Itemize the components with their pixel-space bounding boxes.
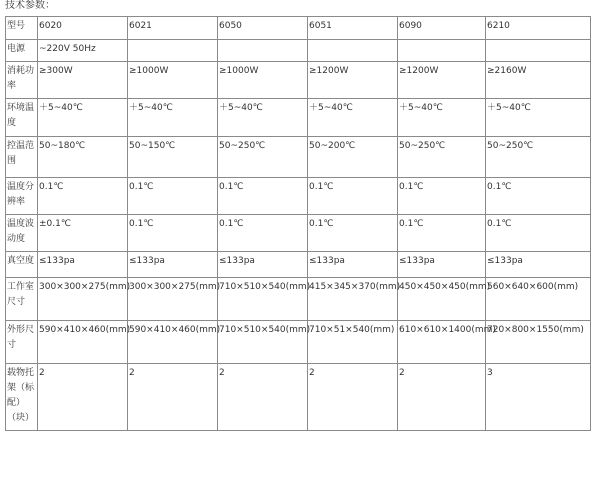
- row-label: 温度分辨率: [6, 178, 38, 215]
- table-row: [6, 99, 591, 137]
- table-cell: 6020: [38, 17, 128, 40]
- table-cell: 720×800×1550(mm): [486, 321, 591, 364]
- row-label: 环境温度: [6, 99, 38, 137]
- table-cell: 300×300×275(mm): [38, 278, 128, 321]
- table-row: [6, 178, 591, 215]
- table-cell: 450×450×450(mm): [398, 278, 486, 321]
- table-cell: 0.1℃: [308, 215, 398, 252]
- table-cell: ＋5~40℃: [308, 99, 398, 137]
- table-cell: [218, 40, 308, 62]
- table-cell: 2: [128, 364, 218, 431]
- table-cell: 0.1℃: [218, 178, 308, 215]
- row-label: 控温范围: [6, 137, 38, 178]
- table-cell: 0.1℃: [218, 215, 308, 252]
- table-row: [6, 62, 591, 99]
- table-cell: 2: [308, 364, 398, 431]
- table-cell: ≤133pa: [218, 252, 308, 278]
- table-cell: ≤133pa: [128, 252, 218, 278]
- table-cell: 590×410×460(mm): [128, 321, 218, 364]
- table-cell: 0.1℃: [38, 178, 128, 215]
- table-row: [6, 321, 591, 364]
- table-row: [6, 252, 591, 278]
- table-cell: 50~200℃: [308, 137, 398, 178]
- table-cell: 2: [218, 364, 308, 431]
- table-cell: ＋5~40℃: [128, 99, 218, 137]
- row-label: 真空度: [6, 252, 38, 278]
- table-cell: ~220V 50Hz: [38, 40, 128, 62]
- table-cell: 50~250℃: [486, 137, 591, 178]
- table-cell: ≤133pa: [38, 252, 128, 278]
- table-cell: ≥2160W: [486, 62, 591, 99]
- row-label: 温度波动度: [6, 215, 38, 252]
- table-cell: ≥1000W: [128, 62, 218, 99]
- table-cell: 0.1℃: [128, 178, 218, 215]
- table-cell: [308, 40, 398, 62]
- table-cell: 3: [486, 364, 591, 431]
- table-cell: 710×510×540(mm): [218, 278, 308, 321]
- spec-table: [5, 16, 591, 431]
- table-row: [6, 215, 591, 252]
- row-label: 载物托架（标配）（块）: [6, 364, 38, 431]
- row-label: 型号: [6, 17, 38, 40]
- table-cell: 50~180℃: [38, 137, 128, 178]
- row-label: 消耗功率: [6, 62, 38, 99]
- table-cell: ≥1200W: [308, 62, 398, 99]
- table-cell: 0.1℃: [486, 178, 591, 215]
- table-cell: 0.1℃: [308, 178, 398, 215]
- spec-table-body: [6, 17, 591, 431]
- table-cell: ≥1000W: [218, 62, 308, 99]
- table-cell: 6051: [308, 17, 398, 40]
- table-cell: 2: [398, 364, 486, 431]
- table-cell: 0.1℃: [128, 215, 218, 252]
- table-cell: ＋5~40℃: [218, 99, 308, 137]
- row-label: 电源: [6, 40, 38, 62]
- table-row: [6, 364, 591, 431]
- table-cell: 710×51×540(mm): [308, 321, 398, 364]
- table-cell: 710×510×540(mm): [218, 321, 308, 364]
- table-cell: [486, 40, 591, 62]
- table-row: [6, 278, 591, 321]
- table-cell: 6210: [486, 17, 591, 40]
- table-cell: ＋5~40℃: [38, 99, 128, 137]
- table-row: [6, 137, 591, 178]
- table-cell: ＋5~40℃: [486, 99, 591, 137]
- table-row: [6, 17, 591, 40]
- row-label: 外形尺寸: [6, 321, 38, 364]
- table-cell: ±0.1℃: [38, 215, 128, 252]
- table-cell: 0.1℃: [398, 178, 486, 215]
- section-heading: 技术参数：: [5, 0, 55, 11]
- table-cell: 560×640×600(mm): [486, 278, 591, 321]
- table-cell: ≤133pa: [308, 252, 398, 278]
- table-cell: 0.1℃: [486, 215, 591, 252]
- table-cell: ≥300W: [38, 62, 128, 99]
- table-cell: [398, 40, 486, 62]
- table-cell: ≤133pa: [486, 252, 591, 278]
- table-cell: 6090: [398, 17, 486, 40]
- table-cell: [128, 40, 218, 62]
- row-label: 工作室尺寸: [6, 278, 38, 321]
- table-cell: ≤133pa: [398, 252, 486, 278]
- table-cell: 590×410×460(mm): [38, 321, 128, 364]
- table-cell: ≥1200W: [398, 62, 486, 99]
- table-cell: 6021: [128, 17, 218, 40]
- table-cell: ＋5~40℃: [398, 99, 486, 137]
- table-cell: 50~250℃: [398, 137, 486, 178]
- table-cell: 6050: [218, 17, 308, 40]
- table-cell: 415×345×370(mm): [308, 278, 398, 321]
- table-cell: 50~150℃: [128, 137, 218, 178]
- table-row: [6, 40, 591, 62]
- table-cell: 300×300×275(mm): [128, 278, 218, 321]
- table-cell: 50~250℃: [218, 137, 308, 178]
- table-cell: 2: [38, 364, 128, 431]
- table-cell: 610×610×1400(mm): [398, 321, 486, 364]
- table-cell: 0.1℃: [398, 215, 486, 252]
